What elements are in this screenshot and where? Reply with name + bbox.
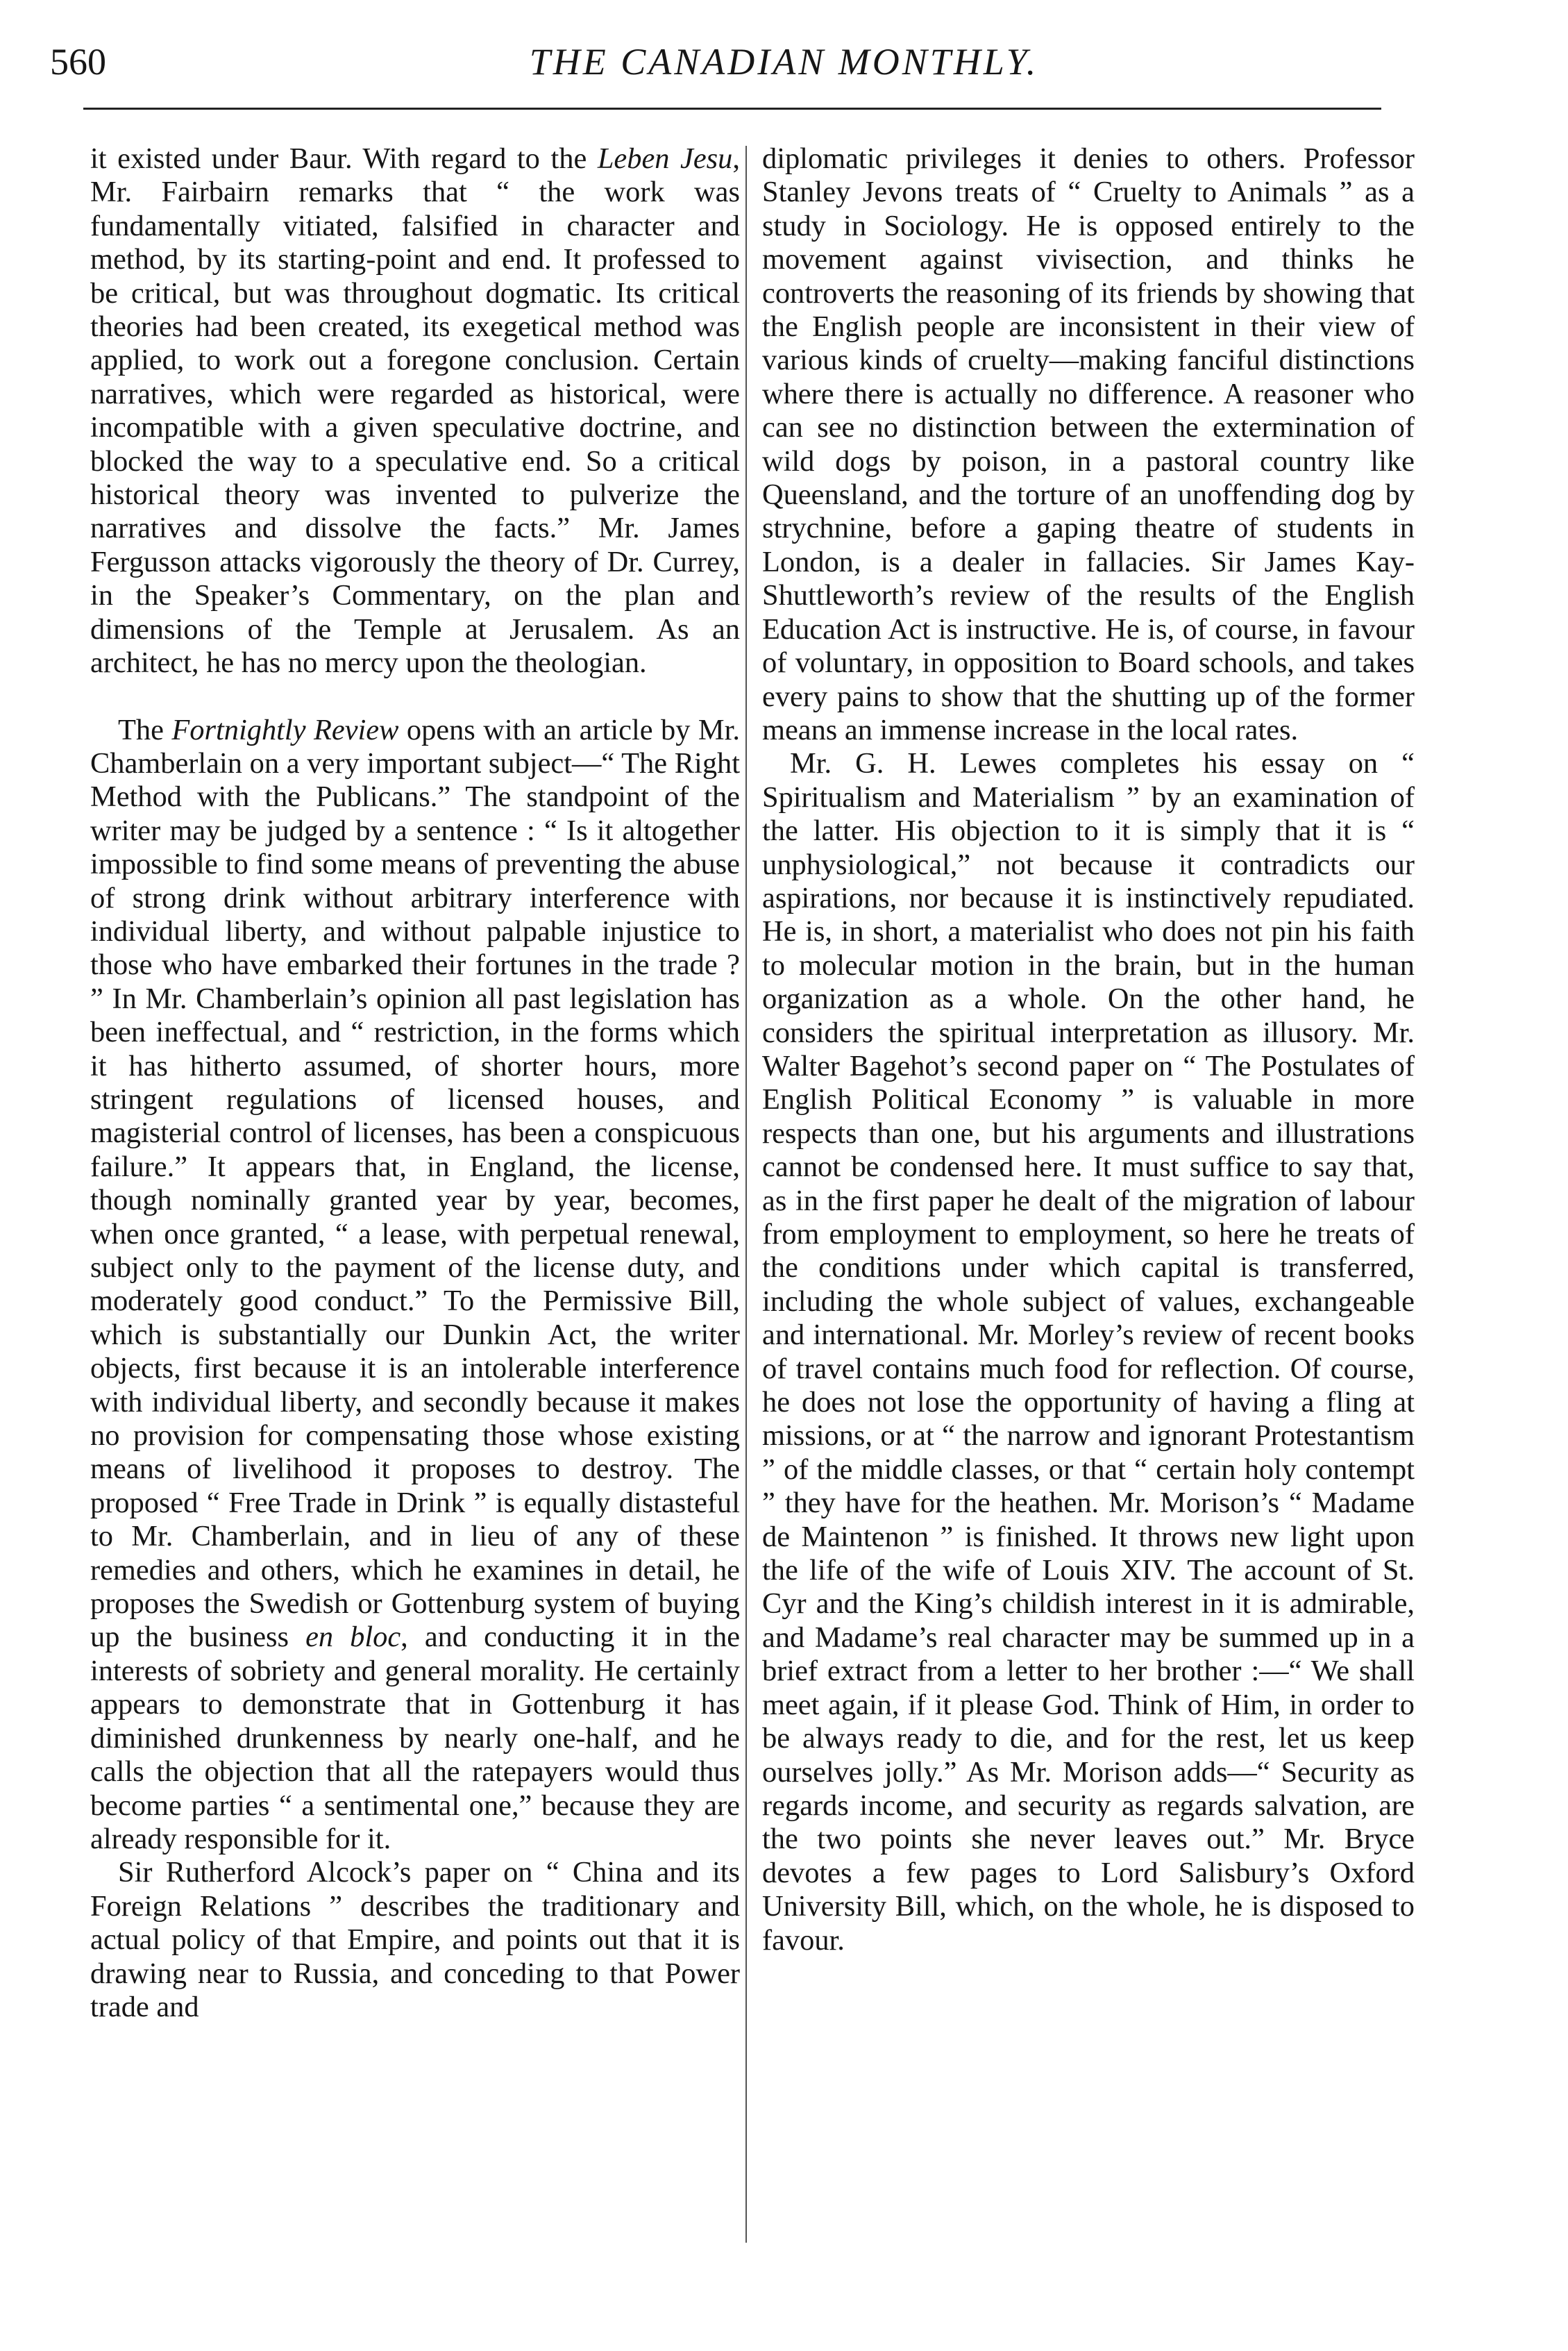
header-rule	[83, 108, 1381, 110]
page-header	[0, 0, 1568, 97]
running-title: THE CANADIAN MONTHLY.	[529, 41, 1039, 83]
page-number: 560	[50, 41, 106, 83]
text-run: Mr. G. H. Lewes completes his essay on “ Spiritualism and Materialism ” by an examination of the latter. His objection to it is simply that it is “ unphysiological,” not because it contradicts our aspirations, nor because it is instinctively repudiated. He is, in short, a materialist who does not pin his faith to molecular motion in the brain, but in the human organization as a whole. On the other hand, he considers the spiritual interpretation as illusory. Mr. Walter Bagehot’s second paper on “ The Postulates of English Political Economy ” is valuable in more respects than one, but his arguments and illustrations cannot be condensed here. It must suffice to say that, as in the first paper he dealt of the migration of labour from employment to employment, so here he treats of the conditions under which capital is transferred, including the whole subject of values, exchangeable and international. Mr. Morley’s review of recent books of travel contains much food for reflection. Of course, he does not lose the opportunity of having a fling at missions, or at “ the narrow and ignorant Protestantism ” of the middle classes, or that “ certain holy contempt ” they have for the heathen. Mr. Morison’s “ Madame de Maintenon ” is finished. It throws new light upon the life of the wife of Louis XIV. The account of St. Cyr and the King’s childish interest in it is admirable, and Madame’s real character may be summed up in a brief extract from a letter to her brother :—“ We shall meet again, if it please God. Think of Him, in order to be always ready to die, and for the rest, let us keep ourselves jolly.” As Mr. Morison adds—“ Security as regards income, and security as regards salvation, are the two points she never leaves out.” Mr. Bryce devotes a few pages to Lord Salisbury’s Oxford University Bill, which, on the whole, he is disposed to favour.	[762, 747, 1415, 1957]
italic-title: Leben Jesu	[597, 142, 733, 175]
paragraph	[762, 747, 1415, 1957]
column-divider	[745, 146, 747, 2243]
text-run: it existed under Baur. With regard to the	[90, 142, 598, 175]
text-run: The	[118, 713, 172, 746]
text-run: opens with an article by Mr. Chamberlain on a very important subject—“ The Right Method with the Publicans.” The standpoint of the writer may be judged by a sentence : “ Is it altogether impossible to find some means of preventing the abuse of strong drink without arbitrary interference with individual liberty, and without palpable injustice to those who have embarked their fortunes in the trade ? ” In Mr. Chamberlain’s opinion all past legislation has been ineffectual, and “ restriction, in the forms which it has hitherto assumed, of shorter hours, more stringent regulations of licensed houses, and magisterial control of licenses, has been a conspicuous failure.” It appears that, in England, the license, though nominally granted year by year, becomes, when once granted, “ a lease, with perpetual renewal, subject only to the payment of the license duty, and moderately good conduct.” To the Permissive Bill, which is substantially our Dunkin Act, the writer objects, first because it is an intolerable interference with individual liberty, and secondly because it makes no provision for compensating those whose existing means of livelihood it proposes to destroy. The proposed “ Free Trade in Drink ” is equally distasteful to Mr. Chamberlain, and in lieu of any of these remedies and others, which he examines in detail, he proposes the Swedish or Gottenburg system of buying up the business	[90, 713, 740, 1654]
left-column	[90, 142, 740, 2024]
paragraph	[90, 714, 740, 1857]
text-run: , and conducting it in the interests of sobriety and general morality. He certainly appears to demonstrate that in Gottenburg it has diminished drunkenness by nearly one-half, and he calls the objection that all the ratepayers would thus become parties “ a sentimental one,” because they are already responsible for it.	[90, 1621, 741, 1855]
paragraph	[762, 142, 1415, 747]
right-column	[762, 142, 1415, 1957]
paragraph	[90, 1856, 740, 2024]
text-run: , Mr. Fairbairn remarks that “ the work was fundamentally vitiated, falsified in character and method, by its starting-point and end. It professed to be critical, but was throughout dogmatic. Its critical theories had been created, its exegetical method was applied, to work out a foregone conclusion. Certain narratives, which were regarded as historical, were incompatible with a given speculative doctrine, and blocked the way to a speculative end. So a critical historical theory was invented to pulverize the narratives and dissolve the facts.” Mr. James Fergusson attacks vigorously the theory of Dr. Currey, in the Speaker’s Commentary, on the plan and dimensions of the Temple at Jerusalem. As an architect, he has no mercy upon the theologian.	[90, 142, 740, 680]
text-run: Sir Rutherford Alcock’s paper on “ China and its Foreign Relations ” describes the traditionary and actual policy of that Empire, and points out that it is drawing near to Russia, and conceding to that Power trade and	[90, 1856, 740, 2023]
italic-title: Fortnightly Review	[171, 713, 399, 746]
italic-title: en bloc	[305, 1621, 401, 1654]
text-run: diplomatic privileges it denies to others. Professor Stanley Jevons treats of “ Cruelty to Animals ” as a study in Sociology. He is opposed entirely to the movement against vivisection, and thinks he controverts the reasoning of its friends by showing that the English people are inconsistent in their view of various kinds of cruelty—making fanciful distinctions where there is actually no difference. A reasoner who can see no distinction between the extermination of wild dogs by poison, in a pastoral country like Queensland, and the torture of an unoffending dog by strychnine, before a gaping theatre of students in London, is a dealer in fallacies. Sir James Kay-Shuttleworth’s review of the results of the English Education Act is instructive. He is, of course, in favour of voluntary, in opposition to Board schools, and takes every pains to show that the shutting up of the former means an immense increase in the local rates.	[762, 142, 1415, 746]
paragraph	[90, 142, 740, 680]
